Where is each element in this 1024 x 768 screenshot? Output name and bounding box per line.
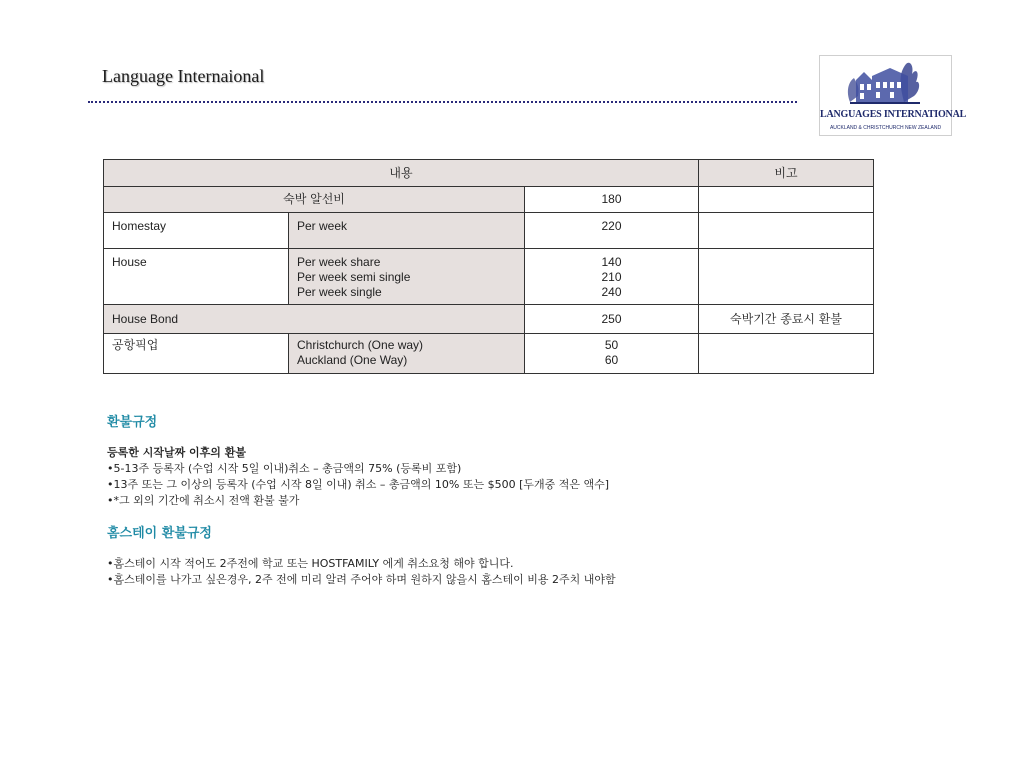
refund-item: •5-13주 등록자 (수업 시작 5일 이내)취소 – 총금액의 75% (등록비 포함) [107, 462, 462, 475]
row-price: 180 [525, 187, 699, 213]
school-logo [819, 55, 967, 136]
row-price: 140 210 240 [525, 249, 699, 305]
refund-section [107, 415, 609, 509]
row-note: 숙박기간 종료시 환불 [699, 305, 874, 334]
row-label: House [104, 249, 289, 305]
table-row [104, 187, 874, 213]
homestay-refund-heading: 홈스테이 환불규정 [107, 526, 212, 541]
row-price: 50 60 [525, 334, 699, 374]
header-content: 내용 [104, 160, 699, 187]
row-label: Homestay [104, 213, 289, 249]
title-divider [88, 101, 797, 103]
header-note: 비고 [699, 160, 874, 187]
row-note [699, 213, 874, 249]
homestay-refund-item: •홈스테이 시작 적어도 2주전에 학교 또는 HOSTFAMILY 에게 취소요청 해야 합니다. [107, 557, 514, 570]
fee-table [103, 159, 874, 374]
row-note [699, 249, 874, 305]
row-note [699, 187, 874, 213]
row-detail: Christchurch (One way) Auckland (One Way) [289, 334, 525, 374]
row-label: 숙박 알선비 [104, 187, 525, 213]
building-illustration [820, 56, 951, 110]
refund-item: •*그 외의 기간에 취소시 전액 환불 불가 [107, 494, 300, 507]
table-header-row [104, 160, 874, 187]
row-label: 공항픽업 [104, 334, 289, 374]
row-detail: Per week share Per week semi single Per week single [289, 249, 525, 305]
row-label: House Bond [104, 305, 525, 334]
table-row [104, 305, 874, 334]
row-detail: Per week [289, 213, 525, 249]
table-row [104, 334, 874, 374]
logo-tagline: AUCKLAND & CHRISTCHURCH NEW ZEALAND [829, 125, 942, 131]
table-row [104, 249, 874, 305]
table-row [104, 213, 874, 249]
row-note [699, 334, 874, 374]
row-price: 220 [525, 213, 699, 249]
homestay-refund-section [107, 526, 616, 588]
homestay-refund-item: •홈스테이를 나가고 싶은경우, 2주 전에 미리 알려 주어야 하며 원하지 않을시 홈스테이 비용 2주치 내야함 [107, 573, 616, 586]
refund-item: •13주 또는 그 이상의 등록자 (수업 시작 8일 이내) 취소 – 총금액의 10% 또는 $500 [두개중 적은 액수] [107, 478, 610, 491]
row-price: 250 [525, 305, 699, 334]
logo-name: LANGUAGES INTERNATIONAL [820, 109, 967, 120]
refund-heading: 환불규정 [107, 415, 158, 430]
page-title: Language Internaional [102, 66, 265, 86]
refund-subheading: 등록한 시작날짜 이후의 환불 [107, 446, 246, 459]
